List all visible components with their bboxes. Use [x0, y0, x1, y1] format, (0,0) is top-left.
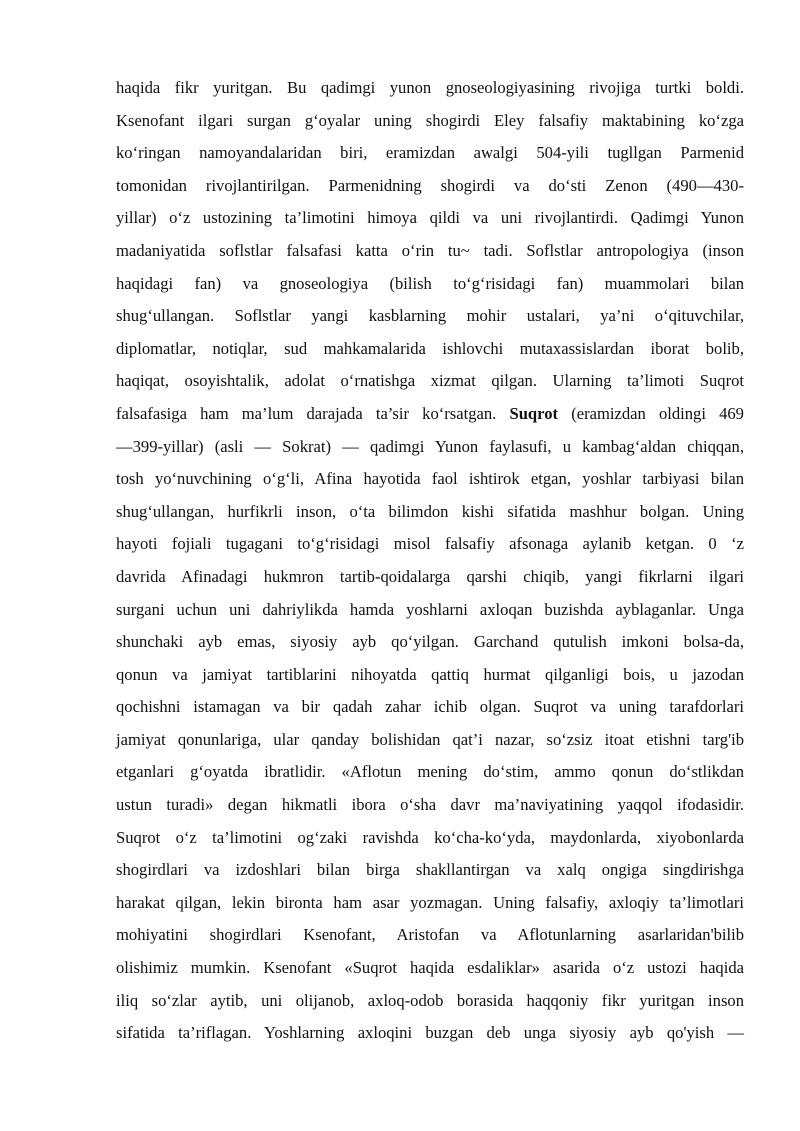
text-line: sifatida ta’riflagan. Yoshlarning axloqini buzgan deb unga siyosiy ayb qo'yish —: [116, 1023, 744, 1043]
text-line: [116, 398, 744, 431]
body-text: [116, 72, 744, 1050]
text-line: mohiyatini shogirdlari Ksenofant, Aristofan va Aflotunlarning asarlaridan'bilib: [116, 925, 744, 945]
text-line: tosh yo‘nuvchining o‘g‘li, Afina hayotida faol ishtirok etgan, yoshlar tarbiyasi bilan: [116, 469, 744, 489]
text-line: ustun turadi» degan hikmatli ibora o‘sha davr ma’naviyatining yaqqol ifodasidir.: [116, 795, 744, 815]
text-line: surgani uchun uni dahriylikda hamda yoshlarni axloqan buzishda ayblaganlar. Unga: [116, 599, 744, 619]
bold-term: Suqrot: [509, 403, 559, 423]
text-line: shug‘ullangan, hurfikrli inson, o‘ta bilimdon kishi sifatida mashhur bolgan. Uning: [116, 501, 744, 521]
text-line: etganlari g‘oyatda ibratlidir. «Aflotun mening do‘stim, ammo qonun do‘stlikdan: [116, 762, 744, 782]
text-line: haqida fikr yuritgan. Bu qadimgi yunon gnoseologiyasining rivojiga turtki boldi.: [116, 78, 744, 97]
text-line: yillar) o‘z ustozining ta’limotini himoya qildi va uni rivojlantirdi. Qadimgi Yunon: [116, 208, 744, 228]
text-line: shunchaki ayb emas, siyosiy ayb qo‘yilgan. Garchand qutulish imkoni bolsa-da,: [116, 632, 744, 652]
text-line: qonun va jamiyat tartiblarini nihoyatda qattiq hurmat qilganligi bois, u jazodan: [116, 664, 744, 684]
text-line: haqidagi fan) va gnoseologiya (bilish to‘g‘risidagi fan) muammolari bilan: [116, 273, 744, 293]
text-line: ko‘ringan namoyandalaridan biri, eramizdan awalgi 504-yili tugllgan Parmenid: [116, 143, 744, 163]
text-segment: (eramizdan oldingi 469: [571, 403, 744, 423]
text-line: —399-yillar) (asli — Sokrat) — qadimgi Yunon faylasufi, u kambag‘aldan chiqqan,: [116, 436, 744, 456]
text-line: madaniyatida soflstlar falsafasi katta o‘rin tu~ tadi. Soflstlar antropologiya (inson: [116, 240, 744, 260]
text-line: qochishni istamagan va bir qadah zahar ichib olgan. Suqrot va uning tarafdorlari: [116, 697, 744, 717]
text-line: jamiyat qonunlariga, ular qanday bolishidan qat’i nazar, so‘zsiz itoat etishni targ'ib: [116, 729, 744, 749]
text-line: Ksenofant ilgari surgan g‘oyalar uning shogirdi Eley falsafiy maktabining ko‘zga: [116, 110, 744, 130]
text-line: Suqrot o‘z ta’limotini og‘zaki ravishda ko‘cha-ko‘yda, maydonlarda, xiyobonlarda: [116, 827, 744, 847]
text-line: davrida Afinadagi hukmron tartib-qoidalarga qarshi chiqib, yangi fikrlarni ilgari: [116, 566, 744, 586]
text-line: shogirdlari va izdoshlari bilan birga shakllantirgan va xalq ongiga singdirishga: [116, 860, 744, 880]
text-line: haqiqat, osoyishtalik, adolat o‘rnatishga xizmat qilgan. Ularning ta’limoti Suqrot: [116, 371, 744, 391]
text-line: iliq so‘zlar aytib, uni olijanob, axloq-odob borasida haqqoniy fikr yuritgan inson: [116, 990, 744, 1010]
text-line: tomonidan rivojlantirilgan. Parmenidning shogirdi va do‘sti Zenon (490—430-: [116, 175, 744, 195]
text-line: shug‘ullangan. Soflstlar yangi kasblarning mohir ustalari, ya’ni o‘qituvchilar,: [116, 306, 744, 326]
text-line: hayoti fojiali tugagani to‘g‘risidagi misol falsafiy afsonaga aylanib ketgan. 0 ‘z: [116, 534, 744, 554]
text-line: olishimiz mumkin. Ksenofant «Suqrot haqida esdaliklar» asarida o‘z ustozi haqida: [116, 958, 744, 978]
text-line: diplomatlar, notiqlar, sud mahkamalarida ishlovchi mutaxassislardan iborat bolib,: [116, 338, 744, 358]
text-line: harakat qilgan, lekin bironta ham asar yozmagan. Uning falsafiy, axloqiy ta’limotlari: [116, 892, 744, 912]
text-segment: falsafasiga ham ma’lum darajada ta’sir ko‘rsatgan.: [116, 403, 497, 423]
